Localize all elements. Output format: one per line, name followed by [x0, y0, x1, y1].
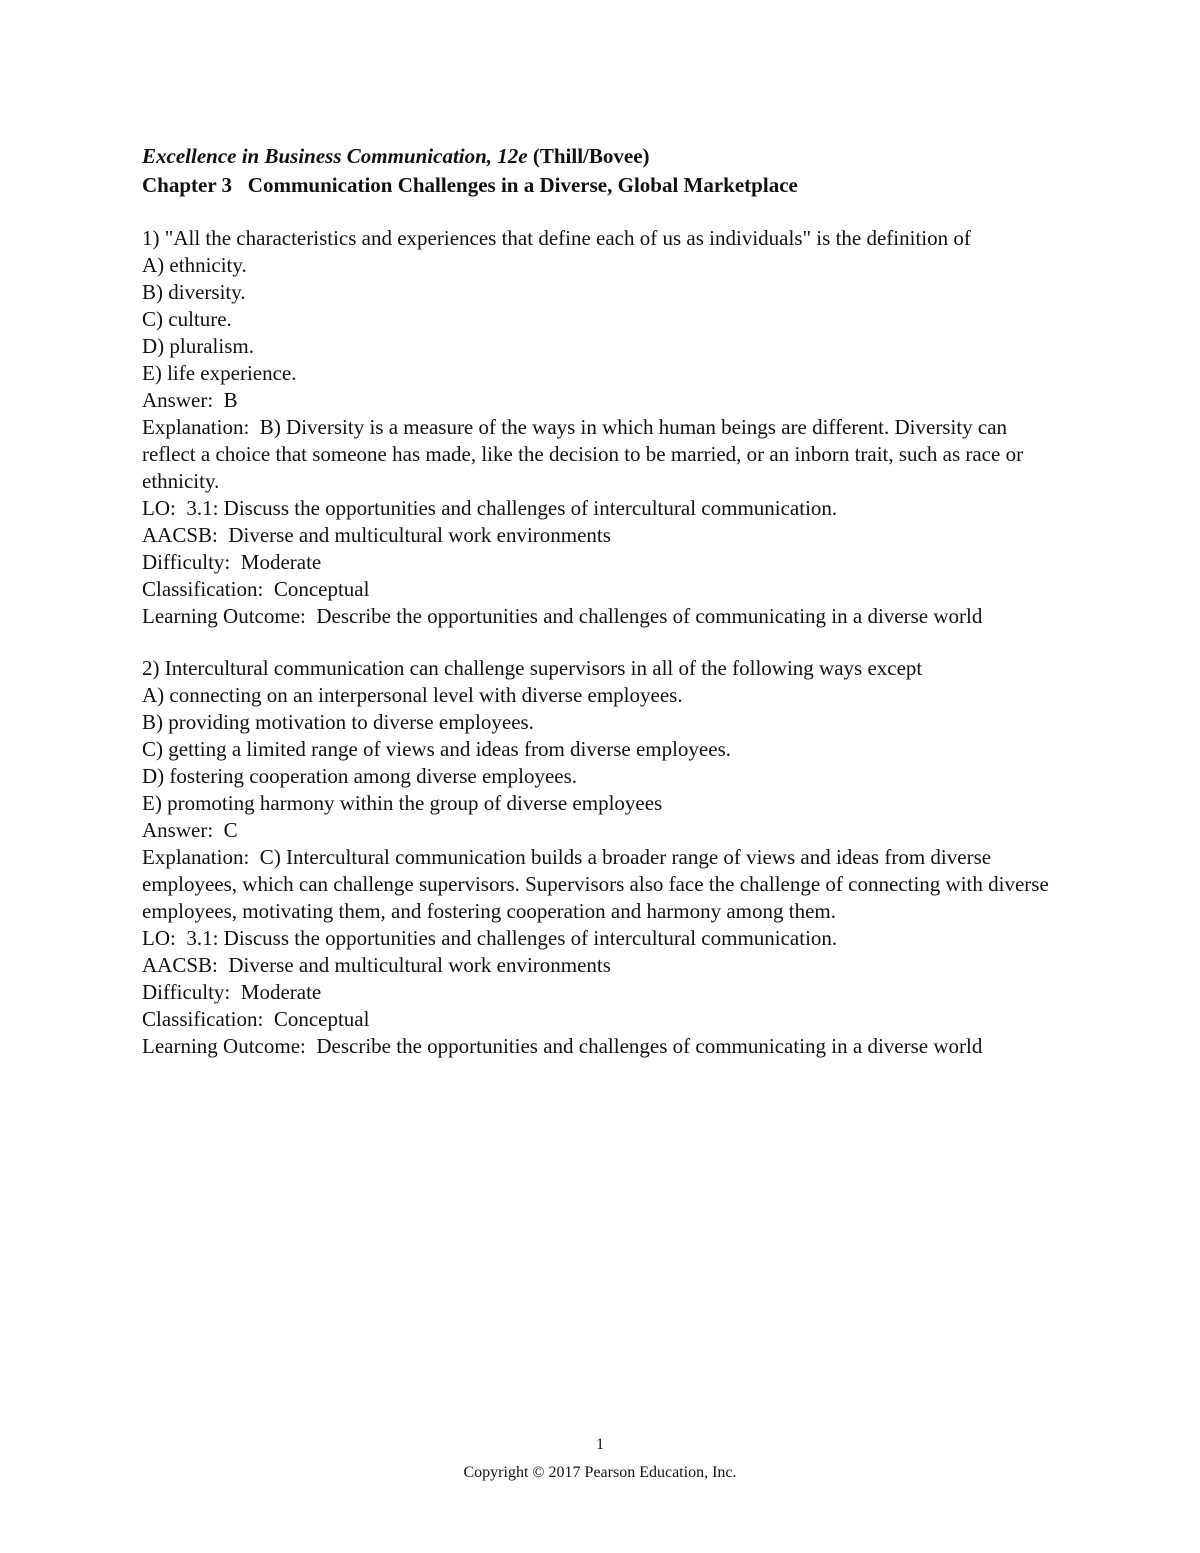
- learning-outcome: Learning Outcome: Describe the opportunities and challenges of communicating in a diverse world: [142, 1034, 983, 1058]
- book-title: Excellence in Business Communication, 12e: [142, 144, 528, 168]
- explanation: Explanation: C) Intercultural communication builds a broader range of views and ideas from diverse employees, which can challenge supervisors. Supervisors also face the challenge of connecting with diverse employees, motivating them, and fostering cooperation and harmony among them.: [142, 845, 1055, 923]
- option-b: B) providing motivation to diverse employees.: [142, 710, 534, 734]
- option-d: D) fostering cooperation among diverse employees.: [142, 764, 578, 788]
- spacer: [142, 630, 1062, 655]
- answer: Answer: C: [142, 818, 238, 842]
- chapter-title: Chapter 3 Communication Challenges in a Diverse, Global Marketplace: [142, 173, 798, 197]
- page-number: 1: [596, 1436, 604, 1453]
- learning-outcome: Learning Outcome: Describe the opportunities and challenges of communicating in a diverse world: [142, 604, 983, 628]
- aacsb: AACSB: Diverse and multicultural work environments: [142, 953, 611, 977]
- option-c: C) getting a limited range of views and ideas from diverse employees.: [142, 737, 731, 761]
- option-a: A) connecting on an interpersonal level with diverse employees.: [142, 683, 683, 707]
- classification: Classification: Conceptual: [142, 1007, 370, 1031]
- option-a: A) ethnicity.: [142, 253, 247, 277]
- option-e: E) promoting harmony within the group of diverse employees: [142, 791, 663, 815]
- explanation: Explanation: B) Diversity is a measure of the ways in which human beings are different. Diversity can reflect a choice that someone has made, like the decision to be married, or an inborn trait, such as race or ethnicity.: [142, 415, 1029, 493]
- learning-objective: LO: 3.1: Discuss the opportunities and challenges of intercultural communication.: [142, 926, 838, 950]
- learning-objective: LO: 3.1: Discuss the opportunities and challenges of intercultural communication.: [142, 496, 838, 520]
- copyright-notice: Copyright © 2017 Pearson Education, Inc.: [463, 1464, 737, 1481]
- question-stem: 1) "All the characteristics and experiences that define each of us as individuals" is the definition of: [142, 226, 971, 250]
- option-d: D) pluralism.: [142, 334, 254, 358]
- option-c: C) culture.: [142, 307, 232, 331]
- book-authors: (Thill/Bovee): [527, 144, 650, 168]
- difficulty: Difficulty: Moderate: [142, 980, 322, 1004]
- difficulty: Difficulty: Moderate: [142, 550, 322, 574]
- aacsb: AACSB: Diverse and multicultural work environments: [142, 523, 611, 547]
- question-stem: 2) Intercultural communication can challenge supervisors in all of the following ways except: [142, 656, 923, 680]
- option-e: E) life experience.: [142, 361, 297, 385]
- option-b: B) diversity.: [142, 280, 246, 304]
- spacer: [142, 200, 1062, 225]
- book-title-line: [142, 142, 1062, 171]
- question-2: [142, 655, 1062, 1060]
- answer: Answer: B: [142, 388, 238, 412]
- classification: Classification: Conceptual: [142, 577, 370, 601]
- question-1: [142, 225, 1062, 630]
- document-page: [142, 142, 1062, 1060]
